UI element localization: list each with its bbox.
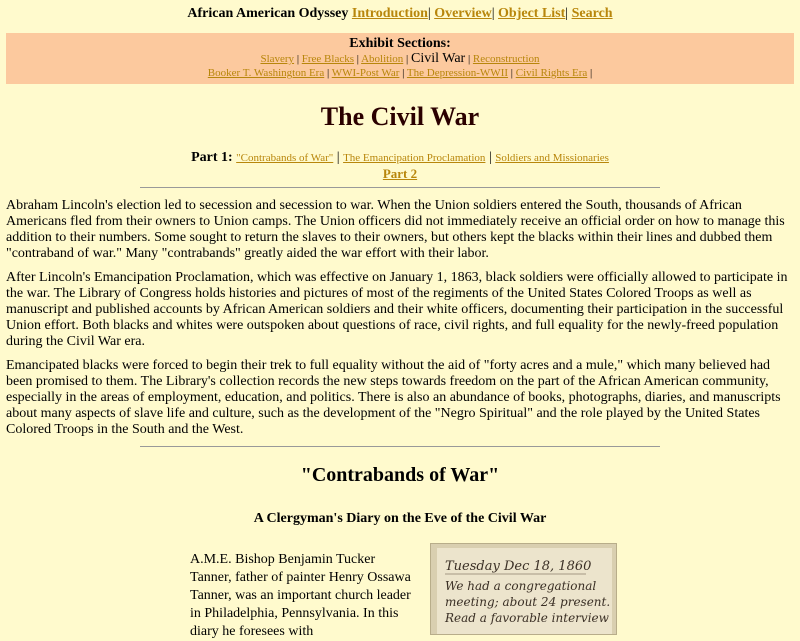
separator: | [427, 6, 431, 21]
diary-line-1: Tuesday Dec 18, 1860 [445, 559, 592, 574]
part1-label: Part 1: [191, 150, 233, 165]
nav-introduction-link[interactable]: Introduction [351, 6, 428, 21]
site-title: African American Odyssey [187, 6, 349, 21]
nav-overview-link[interactable]: Overview [434, 6, 492, 21]
section-civil-rights-era-link[interactable]: Civil Rights Era [515, 67, 588, 79]
diary-caption: A.M.E. Bishop Benjamin Tucker Tanner, father of painter Henry Ossawa Tanner, was an important church leader in Philadelphia, Pennsylvania. In this diary he foresees with [190, 552, 411, 639]
section-slavery-link[interactable]: Slavery [260, 53, 295, 65]
separator: | [467, 53, 471, 65]
separator: | [565, 6, 569, 21]
diary-feature [0, 537, 800, 639]
exhibit-sections-box [6, 33, 794, 84]
diary-image-graphic [431, 544, 616, 634]
page-title: The Civil War [320, 102, 480, 131]
separator: | [336, 150, 340, 165]
separator: | [356, 53, 359, 65]
divider [140, 446, 660, 447]
section-depression-wwii-link[interactable]: The Depression-WWII [406, 67, 509, 79]
part2-link[interactable]: Part 2 [382, 166, 418, 181]
intro-paragraph-1: Abraham Lincoln's election led to secession and secession to war. When the Union soldiers entered the South, thousands of African Americans fled from their owners to Union camps. The Union officers did not immediately receive an official order on how to manage this addition to their numbers. Some sought to return the slaves to their owners, but others kept the blacks within their lines and dubbed them "contraband of war." Many "contrabands" greatly aided the war effort with their labor. [6, 198, 785, 261]
exhibit-sections-row2 [6, 66, 794, 80]
divider [140, 187, 660, 188]
section-free-blacks-link[interactable]: Free Blacks [301, 53, 354, 65]
separator: | [488, 150, 492, 165]
separator: | [491, 6, 495, 21]
section-booker-t-washington-link[interactable]: Booker T. Washington Era [207, 67, 325, 79]
exhibit-sections-row1 [6, 52, 794, 66]
separator: | [589, 67, 593, 79]
section-title: "Contrabands of War" [300, 464, 500, 486]
current-section-civil-war: Civil War [410, 51, 466, 66]
diary-manuscript-image[interactable] [430, 543, 617, 635]
part-emancipation-link[interactable]: The Emancipation Proclamation [343, 152, 486, 164]
section-wwi-post-war-link[interactable]: WWI-Post War [331, 67, 400, 79]
separator: | [510, 67, 513, 79]
section-abolition-link[interactable]: Abolition [361, 53, 404, 65]
nav-object-list-link[interactable]: Object List [498, 6, 566, 21]
top-navigation [0, 6, 800, 24]
separator: | [326, 67, 330, 79]
section-reconstruction-link[interactable]: Reconstruction [472, 53, 540, 65]
intro-paragraph-2: After Lincoln's Emancipation Proclamation, which was effective on January 1, 1863, black soldiers were officially allowed to participate in the war. The Library of Congress holds histories and pictures of most of the regiments of the United States Colored Troops as well as manuscript and published accounts by African American soldiers and their white officers, documenting their participation in the successful Union effort. Both blacks and whites were outspoken about questions of race, civil rights, and full equality for the newly-freed population during the Civil War era. [6, 270, 788, 349]
separator: | [406, 53, 409, 65]
part-contrabands-link[interactable]: "Contrabands of War" [236, 152, 334, 164]
subsection-title: A Clergyman's Diary on the Eve of the Civil War [253, 511, 547, 526]
separator: | [402, 67, 405, 79]
separator: | [296, 53, 300, 65]
part-soldiers-missionaries-link[interactable]: Soldiers and Missionaries [495, 152, 609, 164]
parts-navigation [0, 150, 800, 183]
nav-search-link[interactable]: Search [571, 6, 613, 21]
exhibit-sections-header: Exhibit Sections: [349, 36, 451, 51]
diary-line-3: meeting; about 24 present. [445, 595, 611, 609]
intro-content [6, 198, 794, 438]
diary-line-2: We had a congregational [445, 579, 597, 593]
intro-paragraph-3: Emancipated blacks were forced to begin their trek to full equality without the aid of "forty acres and a mule," which many believed had been promised to them. The Library's collection records the new steps towards freedom on the part of the African American community, especially in the areas of employment, education, and politics. There is also an abundance of books, photographs, diaries, and manuscripts about many aspects of slave life and culture, such as the development of the "Negro Spiritual" and the role played by the United States Colored Troops in the South and the West. [6, 358, 781, 437]
diary-line-4: Read a favorable interview [445, 611, 609, 625]
